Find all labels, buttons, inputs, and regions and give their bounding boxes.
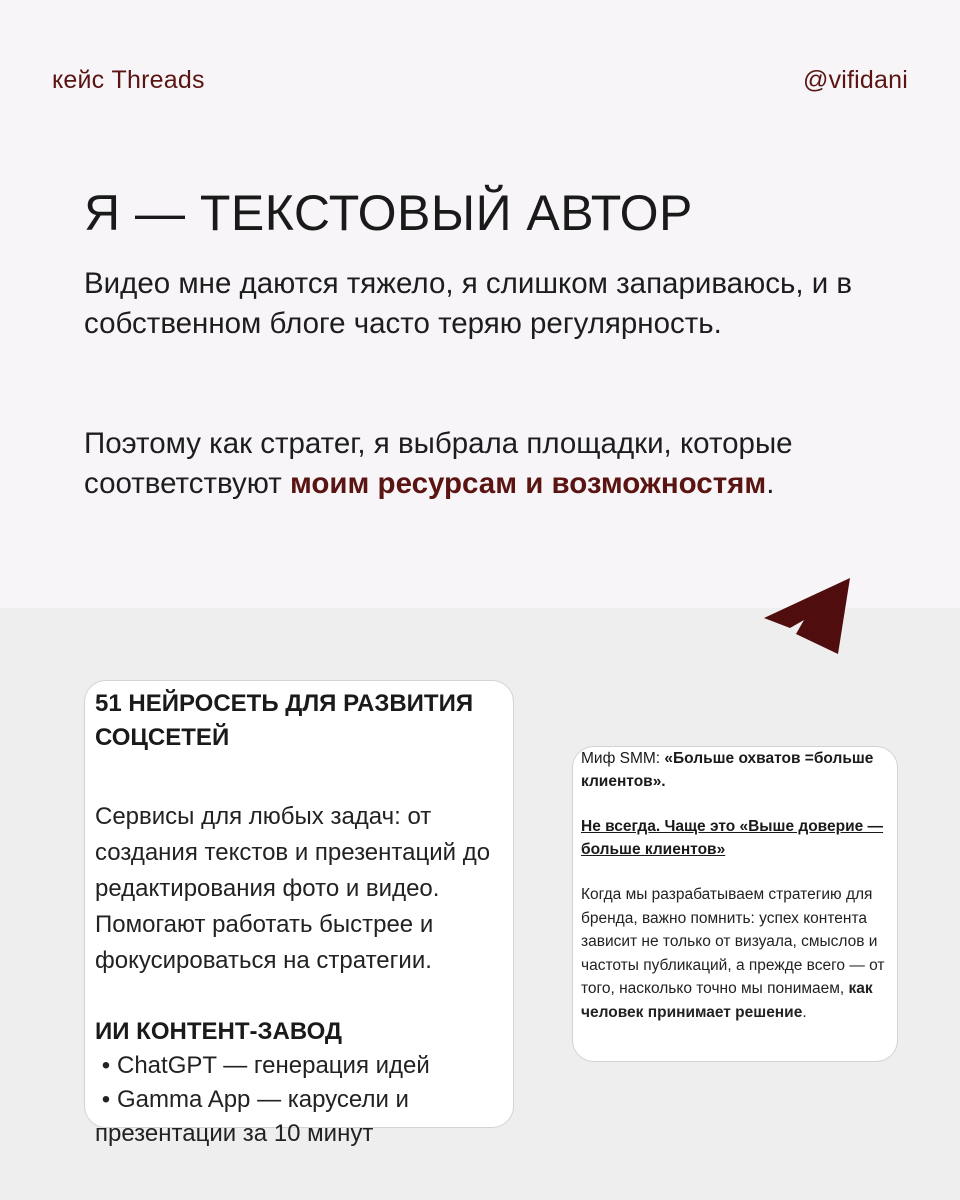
list-item bbox=[95, 1083, 503, 1151]
card1-subtitle: ИИ КОНТЕНТ-ЗАВОД bbox=[95, 1018, 343, 1045]
strategy-accent-text: моим ресурсам и возможностям bbox=[289, 467, 767, 500]
smm-myth-card bbox=[572, 746, 898, 1062]
card2-heading-prefix: Миф SMM: bbox=[581, 750, 665, 767]
neural-networks-card bbox=[84, 680, 514, 1147]
strategy-paragraph bbox=[84, 424, 904, 504]
intro-paragraph: Видео мне даются тяжело, я слишком запариваюсь, и в собственном блоге часто теряю регулярность. bbox=[84, 267, 853, 340]
card2-body-bold: как человек принимает решение bbox=[581, 980, 873, 1021]
bullet-icon: • bbox=[101, 1052, 111, 1079]
card2-heading bbox=[581, 747, 889, 793]
telegram-paper-plane-icon bbox=[760, 574, 856, 658]
card2-heading-bold: «Больше охватов =больше клиентов». bbox=[581, 750, 874, 790]
list-item bbox=[95, 1049, 503, 1083]
card1-body: Сервисы для любых задач: от создания текстов и презентаций до редактирования фото и видео. Помогают работать быстрее и фокусироваться на стратегии. bbox=[95, 803, 491, 974]
header-handle[interactable]: @vifidani bbox=[803, 66, 908, 94]
page-title: Я — ТЕКСТОВЫЙ АВТОР bbox=[84, 185, 693, 241]
card1-title: 51 НЕЙРОСЕТЬ ДЛЯ РАЗВИТИЯ СОЦСЕТЕЙ bbox=[95, 690, 474, 751]
card2-body-text: Когда мы разрабатываем стратегию для бренда, важно помнить: успех контента зависит не только от визуала, смыслов и частоты публикаций, а прежде всего — от того, насколько точно мы понимаем, bbox=[581, 886, 885, 997]
card1-list bbox=[95, 1049, 503, 1151]
card2-underlined-statement: Не всегда. Чаще это «Выше доверие — больше клиентов» bbox=[581, 818, 884, 858]
card2-body-tail: . bbox=[802, 1003, 807, 1021]
bullet-icon: • bbox=[101, 1086, 111, 1113]
strategy-tail-text: . bbox=[766, 467, 775, 500]
list-item-text: Gamma App — карусели и презентации за 10 минут bbox=[95, 1086, 409, 1147]
list-item-text: ChatGPT — генерация идей bbox=[117, 1052, 430, 1079]
strategy-lead-text: Поэтому как стратег, я выбрала площадки, которые соответствуют bbox=[84, 427, 793, 500]
card2-body bbox=[581, 883, 889, 1024]
header-case-label: кейс Threads bbox=[52, 66, 205, 94]
